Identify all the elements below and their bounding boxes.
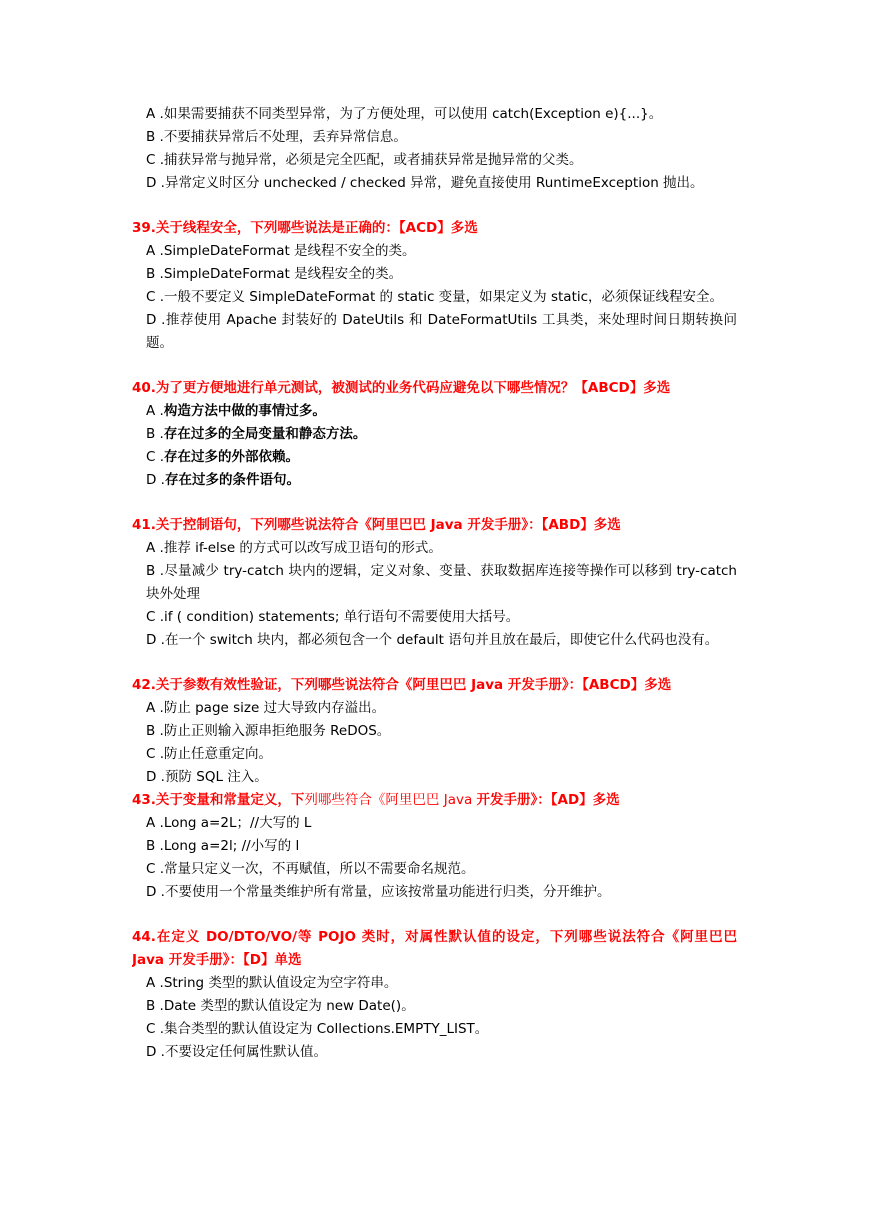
option-c: C .常量只定义一次，不再赋值，所以不需要命名规范。 [146, 861, 475, 877]
option-c: C .集合类型的默认值设定为 Collections.EMPTY_LIST。 [146, 1021, 489, 1037]
question-39 [132, 217, 737, 355]
option-d: D .推荐使用 Apache 封装好的 DateUtils 和 DateFormatUtils 工具类，来处理时间日期转换问题。 [146, 312, 737, 351]
option-a: A .推荐 if-else 的方式可以改写成卫语句的形式。 [146, 540, 442, 556]
option-d: D .在一个 switch 块内，都必须包含一个 default 语句并且放在最后，即使它什么代码也没有。 [146, 632, 719, 648]
option-c: C .存在过多的外部依赖。 [146, 449, 300, 465]
option-d: D .不要设定任何属性默认值。 [146, 1044, 327, 1060]
option-b: B .SimpleDateFormat 是线程安全的类。 [146, 266, 403, 282]
option-b: B .防止正则输入源串拒绝服务 ReDOS。 [146, 723, 391, 739]
question-42 [132, 674, 737, 789]
option-d: D .不要使用一个常量类维护所有常量，应该按常量功能进行归类，分开维护。 [146, 884, 611, 900]
question-title: 44.在定义 DO/DTO/VO/等 POJO 类时，对属性默认值的设定，下列哪些说法符合《阿里巴巴 Java 开发手册》：【D】单选 [132, 929, 737, 968]
option-b: B .Long a=2l; //小写的 l [146, 838, 300, 854]
question-title: 41.关于控制语句，下列哪些说法符合《阿里巴巴 Java 开发手册》：【ABD】多选 [132, 517, 621, 533]
question-title: 42.关于参数有效性验证，下列哪些说法符合《阿里巴巴 Java 开发手册》：【ABCD】多选 [132, 677, 672, 693]
option-a: A .Long a=2L；//大写的 L [146, 815, 312, 831]
option-b: B .存在过多的全局变量和静态方法。 [146, 426, 367, 442]
option-c: C .捕获异常与抛异常，必须是完全匹配，或者捕获异常是抛异常的父类。 [146, 152, 583, 168]
question-38 [132, 103, 737, 195]
question-41 [132, 514, 737, 652]
question-title: 40.为了更方便地进行单元测试，被测试的业务代码应避免以下哪些情况？【ABCD】多选 [132, 380, 671, 396]
option-a: A .防止 page size 过大导致内存溢出。 [146, 700, 386, 716]
question-40 [132, 377, 737, 492]
option-b: B .Date 类型的默认值设定为 new Date()。 [146, 998, 415, 1014]
option-a: A .SimpleDateFormat 是线程不安全的类。 [146, 243, 416, 259]
option-d: D .异常定义时区分 unchecked / checked 异常，避免直接使用 RuntimeException 抛出。 [146, 175, 704, 191]
option-d: D .预防 SQL 注入。 [146, 769, 268, 785]
option-c: C .一般不要定义 SimpleDateFormat 的 static 变量，如果定义为 static，必须保证线程安全。 [146, 289, 724, 305]
option-a: A .如果需要捕获不同类型异常，为了方便处理，可以使用 catch(Exception e){...}。 [146, 106, 663, 122]
question-title: 39.关于线程安全，下列哪些说法是正确的：【ACD】多选 [132, 220, 478, 236]
option-c: C .防止任意重定向。 [146, 746, 273, 762]
option-a: A .String 类型的默认值设定为空字符串。 [146, 975, 398, 991]
option-a: A .构造方法中做的事情过多。 [146, 403, 326, 419]
option-b: B .尽量减少 try-catch 块内的逻辑，定义对象、变量、获取数据库连接等操作可以移到 try-catch 块外处理 [146, 563, 737, 602]
option-d: D .存在过多的条件语句。 [146, 472, 300, 488]
option-b: B .不要捕获异常后不处理，丢弃异常信息。 [146, 129, 407, 145]
question-44 [132, 926, 737, 1064]
question-43 [132, 789, 737, 904]
question-title: 43.关于变量和常量定义，下列哪些符合《阿里巴巴 Java 开发手册》：【AD】多选 [132, 792, 620, 808]
option-c: C .if ( condition) statements; 单行语句不需要使用大括号。 [146, 609, 520, 625]
